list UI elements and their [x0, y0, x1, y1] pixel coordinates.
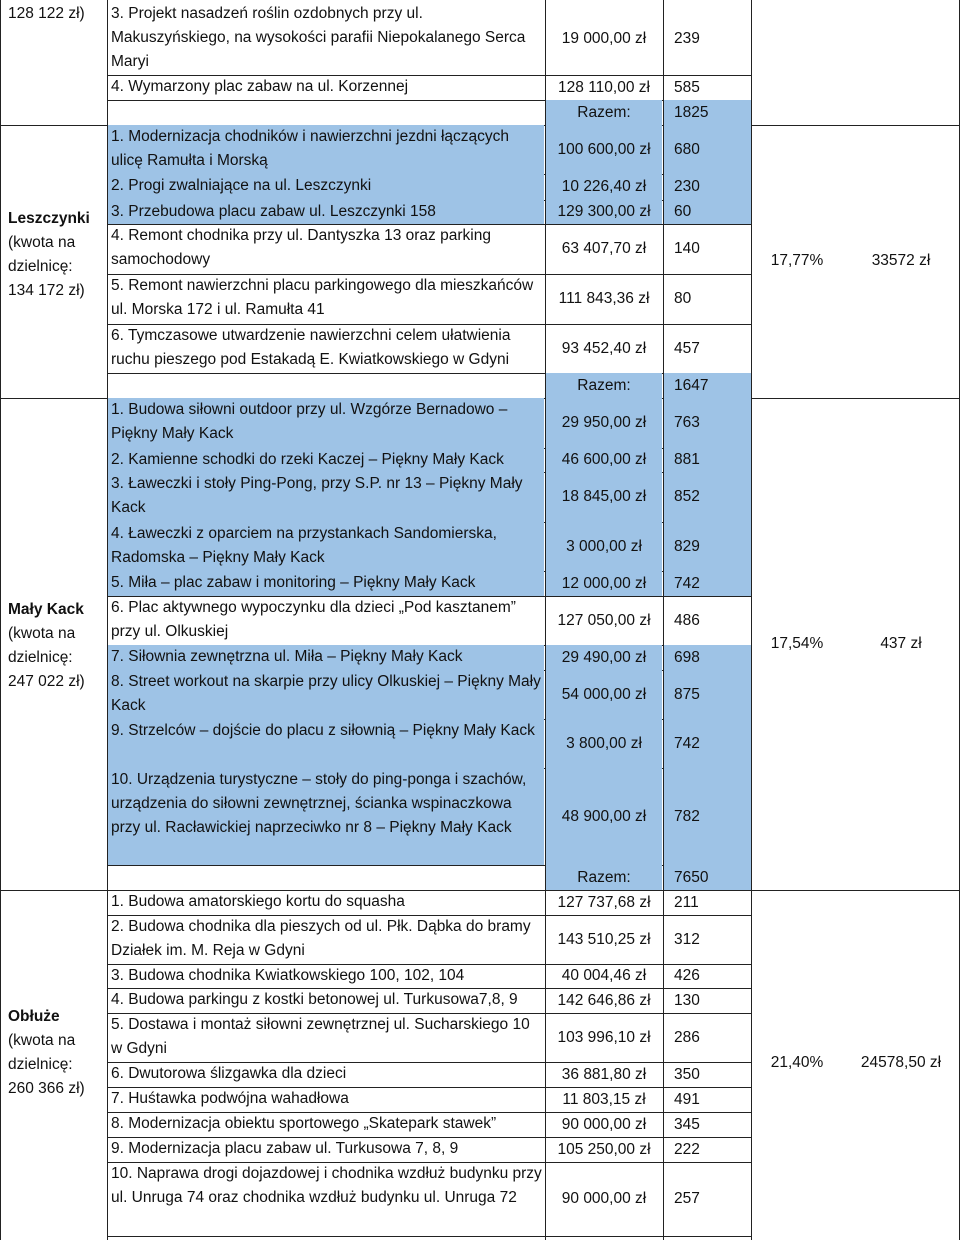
project-amount: 111 843,36 zł — [558, 290, 650, 307]
block-divider — [752, 890, 960, 891]
total-label: Razem: — [546, 373, 662, 398]
project-votes: 60 — [664, 200, 752, 224]
row-divider — [108, 1236, 752, 1237]
project-votes: 222 — [674, 1141, 700, 1158]
project-name: 5. Remont nawierzchni placu parkingowego dla mieszkańców ul. Morska 172 i ul. Ramułta 41 — [111, 277, 534, 319]
block-divider — [752, 398, 960, 399]
project-amount: 3 800,00 zł — [546, 719, 662, 768]
project-name: 2. Progi zwalniające na ul. Leszczynki — [108, 174, 544, 200]
project-votes: 585 — [674, 79, 700, 96]
project-votes: 239 — [674, 30, 700, 47]
project-votes: 881 — [664, 448, 752, 472]
project-name: 8. Street workout na skarpie przy ulicy Olkuskiej – Piękny Mały Kack — [108, 670, 544, 719]
project-votes: 211 — [674, 894, 699, 911]
project-name: 6. Tymczasowe utwardzenie nawierzchni celem ułatwienia ruchu pieszego pod Estakadą E. Kwiatkowskiego w Gdyni — [111, 327, 511, 369]
project-amount: 46 600,00 zł — [546, 448, 662, 472]
column-divider — [663, 0, 664, 1240]
project-name: 10. Naprawa drogi dojazdowej i chodnika wzdłuż budynku przy ul. Unruga 74 oraz chodnika wzdłuż budynku ul. Unruga 72 — [111, 1165, 542, 1207]
top-district-amount: 128 122 zł) — [8, 5, 85, 22]
project-votes: 345 — [674, 1116, 700, 1133]
total-votes: 1647 — [664, 373, 752, 398]
project-votes: 457 — [674, 340, 700, 357]
district-name: Obłuże — [8, 1008, 60, 1025]
project-votes: 286 — [674, 1029, 700, 1046]
project-amount: 29 490,00 zł — [546, 645, 662, 670]
project-amount: 103 996,10 zł — [557, 1029, 651, 1046]
district-per-capita: 437 zł — [880, 635, 922, 652]
project-amount: 127 737,68 zł — [557, 894, 651, 911]
district-amount-label: (kwota na — [8, 1032, 76, 1049]
project-amount: 40 004,46 zł — [561, 967, 647, 984]
column-divider — [841, 0, 842, 1240]
project-amount: 142 646,86 zł — [557, 992, 651, 1009]
project-amount: 19 000,00 zł — [561, 30, 647, 47]
district-amount: 260 366 zł) — [8, 1080, 85, 1097]
project-votes: 698 — [664, 645, 752, 670]
project-votes: 130 — [674, 992, 700, 1009]
project-name: 6. Plac aktywnego wypoczynku dla dzieci „Pod kasztanem” przy ul. Olkuskiej — [111, 599, 516, 641]
project-name: 9. Modernizacja placu zabaw ul. Turkusowa 7, 8, 9 — [111, 1140, 459, 1157]
district-amount: 134 172 zł) — [8, 282, 85, 299]
project-amount: 11 803,15 zł — [562, 1091, 646, 1108]
project-amount: 127 050,00 zł — [557, 612, 651, 629]
column-divider — [751, 0, 752, 1240]
project-votes: 782 — [664, 768, 752, 865]
project-name: 7. Siłownia zewnętrzna ul. Miła – Piękny Mały Kack — [108, 645, 544, 670]
project-name: 4. Ławeczki z oparciem na przystankach Sandomierska, Radomska – Piękny Mały Kack — [108, 522, 544, 571]
column-divider — [107, 0, 108, 1240]
project-name: 4. Budowa parkingu z kostki betonowej ul. Turkusowa7,8, 9 — [111, 991, 518, 1008]
project-name: 4. Remont chodnika przy ul. Dantyszka 13 oraz parking samochodowy — [111, 227, 491, 269]
project-votes: 426 — [674, 967, 700, 984]
project-name: 8. Modernizacja obiektu sportowego „Skatepark stawek” — [111, 1115, 497, 1132]
project-name: 3. Budowa chodnika Kwiatkowskiego 100, 102, 104 — [111, 967, 465, 984]
district-amount-label: dzielnicę: — [8, 649, 73, 666]
project-name: 2. Kamienne schodki do rzeki Kaczej – Piękny Mały Kack — [108, 448, 544, 472]
district-per-capita: 24578,50 zł — [860, 1054, 942, 1071]
district-name: Leszczynki — [8, 210, 90, 227]
project-amount: 90 000,00 zł — [561, 1116, 647, 1133]
project-votes: 680 — [664, 125, 752, 174]
project-amount: 10 226,40 zł — [546, 174, 662, 200]
project-name: 7. Huśtawka podwójna wahadłowa — [111, 1090, 349, 1107]
project-amount: 54 000,00 zł — [546, 670, 662, 719]
total-votes: 7650 — [664, 865, 752, 890]
project-amount: 36 881,80 zł — [561, 1066, 647, 1083]
district-amount-label: (kwota na — [8, 234, 76, 251]
project-amount: 63 407,70 zł — [561, 240, 647, 257]
project-name: 3. Ławeczki i stoły Ping-Pong, przy S.P. nr 13 – Piękny Mały Kack — [108, 472, 544, 522]
column-divider — [545, 0, 546, 1240]
project-amount: 105 250,00 zł — [557, 1141, 651, 1158]
project-name: 1. Modernizacja chodników i nawierzchni jezdni łączących ulicę Ramułta i Morską — [108, 125, 544, 174]
project-votes: 763 — [664, 398, 752, 448]
project-amount: 93 452,40 zł — [561, 340, 647, 357]
project-votes: 230 — [664, 174, 752, 200]
project-votes: 829 — [664, 522, 752, 571]
project-amount: 129 300,00 zł — [546, 200, 662, 224]
project-votes: 491 — [674, 1091, 700, 1108]
project-name: 1. Budowa amatorskiego kortu do squasha — [111, 893, 405, 910]
project-amount: 90 000,00 zł — [561, 1190, 647, 1207]
project-votes: 486 — [674, 612, 700, 629]
block-divider — [0, 890, 108, 891]
project-name: 5. Miła – plac zabaw i monitoring – Piękny Mały Kack — [108, 571, 544, 596]
district-percent: 21,40% — [770, 1054, 824, 1071]
project-votes: 312 — [674, 931, 700, 948]
district-amount-label: (kwota na — [8, 625, 76, 642]
district-amount-label: dzielnicę: — [8, 1056, 73, 1073]
total-label: Razem: — [546, 100, 662, 125]
project-amount: 12 000,00 zł — [546, 571, 662, 596]
project-votes: 257 — [674, 1190, 700, 1207]
project-amount: 18 845,00 zł — [546, 472, 662, 522]
total-label: Razem: — [546, 865, 662, 890]
project-amount: 48 900,00 zł — [546, 768, 662, 865]
project-amount: 100 600,00 zł — [546, 125, 662, 174]
project-name: 2. Budowa chodnika dla pieszych od ul. Płk. Dąbka do bramy Działek im. M. Reja w Gdyni — [111, 918, 531, 960]
project-name: 4. Wymarzony plac zabaw na ul. Korzennej — [111, 78, 409, 95]
district-amount: 247 022 zł) — [8, 673, 85, 690]
project-name: 5. Dostawa i montaż siłowni zewnętrznej ul. Sucharskiego 10 w Gdyni — [111, 1016, 530, 1058]
project-votes: 875 — [664, 670, 752, 719]
column-divider — [0, 0, 1, 1240]
project-votes: 140 — [674, 240, 700, 257]
project-name: 6. Dwutorowa ślizgawka dla dzieci — [111, 1065, 347, 1082]
total-votes: 1825 — [664, 100, 752, 125]
district-amount-label: dzielnicę: — [8, 258, 73, 275]
project-amount: 29 950,00 zł — [546, 398, 662, 448]
block-divider — [752, 125, 960, 126]
project-votes: 742 — [664, 571, 752, 596]
district-per-capita: 33572 zł — [871, 252, 931, 269]
district-percent: 17,54% — [770, 635, 824, 652]
district-percent: 17,77% — [770, 252, 824, 269]
project-name: 1. Budowa siłowni outdoor przy ul. Wzgórze Bernadowo – Piękny Mały Kack — [108, 398, 544, 448]
district-name: Mały Kack — [8, 601, 84, 618]
project-name: 3. Przebudowa placu zabaw ul. Leszczynki 158 — [108, 200, 544, 224]
project-name: 9. Strzelców – dojście do placu z siłownią – Piękny Mały Kack — [108, 719, 544, 768]
block-divider — [0, 125, 108, 126]
block-divider — [0, 398, 108, 399]
project-name: 3. Projekt nasadzeń roślin ozdobnych przy ul. Makuszyńskiego, na wysokości parafii Niepokalanego Serca Maryi — [111, 5, 526, 71]
project-votes: 80 — [674, 290, 692, 307]
project-votes: 742 — [664, 719, 752, 768]
project-name: 10. Urządzenia turystyczne – stoły do ping-ponga i szachów, urządzenia do siłowni zewnętrznej, ścianka wspinaczkowa przy ul. Racławickiej naprzeciwko nr 8 – Piękny Mały Kack — [108, 768, 544, 865]
project-amount: 128 110,00 zł — [558, 79, 650, 96]
project-amount: 3 000,00 zł — [546, 522, 662, 571]
project-votes: 852 — [664, 472, 752, 522]
project-votes: 350 — [674, 1066, 700, 1083]
project-amount: 143 510,25 zł — [557, 931, 651, 948]
